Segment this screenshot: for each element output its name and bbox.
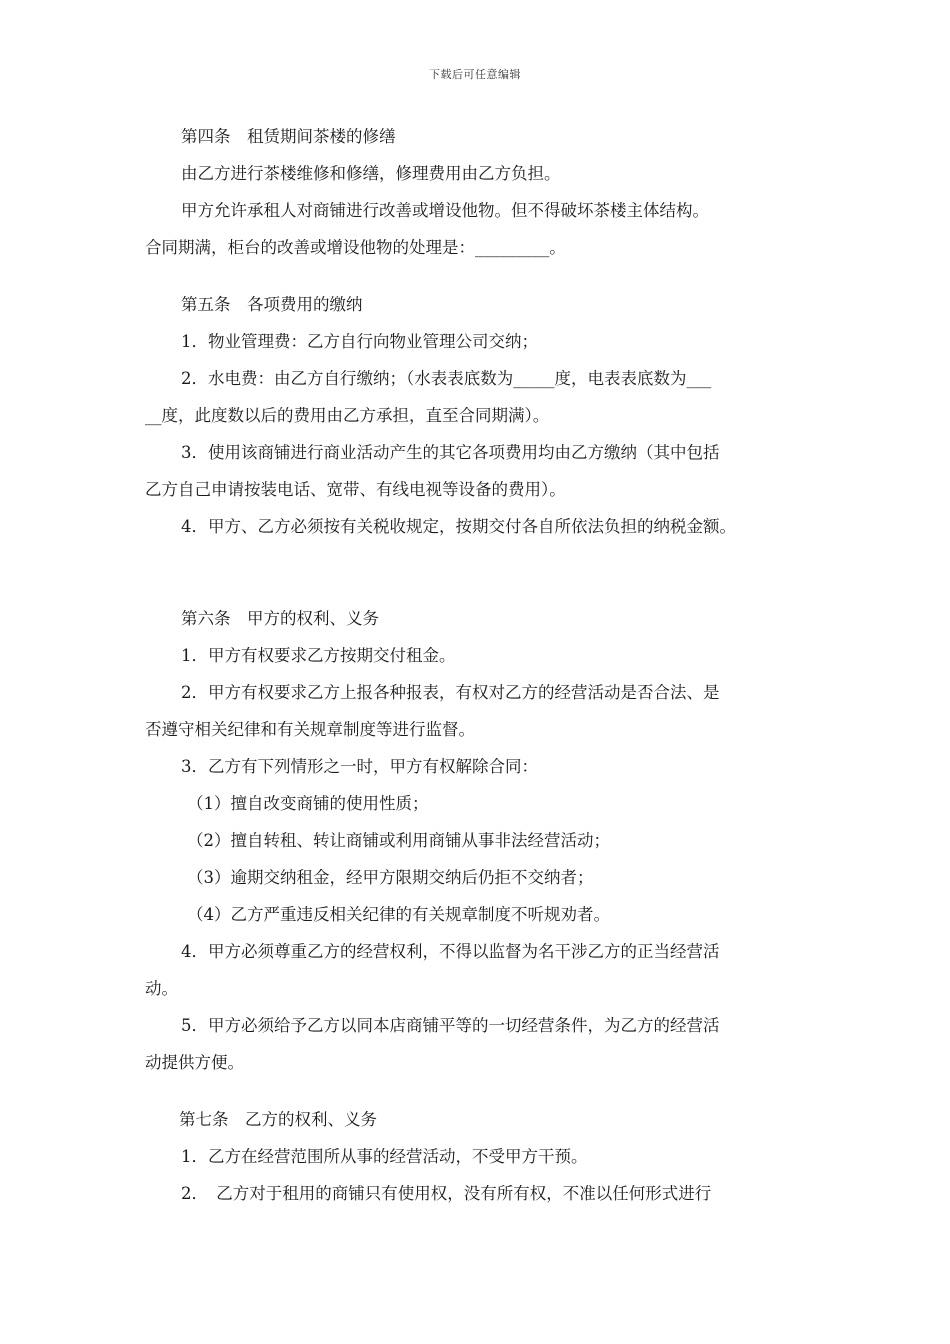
document-body — [145, 118, 825, 1212]
sub-list-item: （3）逾期交纳租金，经甲方限期交纳后仍拒不交纳者； — [187, 868, 594, 887]
list-item: 1．甲方有权要求乙方按期交付租金。 — [181, 646, 456, 665]
list-item: 5．甲方必须给予乙方以同本店商铺平等的一切经营条件，为乙方的经营活 — [181, 1016, 720, 1035]
header-note: 下载后可任意编辑 — [429, 68, 521, 81]
article-5-heading: 第五条 各项费用的缴纳 — [181, 295, 363, 314]
list-item: 3．乙方有下列情形之一时，甲方有权解除合同： — [181, 757, 538, 776]
paragraph-continuation: 合同期满，柜台的改善或增设他物的处理是：_________。 — [145, 238, 566, 257]
list-item: 2．水电费：由乙方自行缴纳；（水表表底数为_____度，电表表底数为___ — [181, 369, 712, 388]
list-item: 2．甲方有权要求乙方上报各种报表，有权对乙方的经营活动是否合法、是 — [181, 683, 720, 702]
list-item-continuation: 否遵守相关纪律和有关规章制度等进行监督。 — [145, 720, 475, 739]
list-item: 4．甲方、乙方必须按有关税收规定，按期交付各自所依法负担的纳税金额。 — [181, 517, 736, 536]
article-6-heading: 第六条 甲方的权利、义务 — [181, 609, 379, 628]
list-item: 4．甲方必须尊重乙方的经营权利，不得以监督为名干涉乙方的正当经营活 — [181, 942, 720, 961]
list-item: 3．使用该商铺进行商业活动产生的其它各项费用均由乙方缴纳（其中包括 — [181, 443, 720, 462]
paragraph: 甲方允许承租人对商铺进行改善或增设他物。但不得破坏茶楼主体结构。 — [181, 201, 709, 220]
list-item-continuation: __度，此度数以后的费用由乙方承担，直至合同期满）。 — [145, 406, 550, 425]
list-item: 2． 乙方对于租用的商铺只有使用权，没有所有权，不准以任何形式进行 — [181, 1184, 712, 1203]
list-item: 1．乙方在经营范围所从事的经营活动，不受甲方干预。 — [181, 1147, 588, 1166]
sub-list-item: （4）乙方严重违反相关纪律的有关规章制度不听规劝者。 — [187, 905, 610, 924]
article-4-heading: 第四条 租赁期间茶楼的修缮 — [181, 127, 396, 146]
sub-list-item: （1）擅自改变商铺的使用性质； — [187, 794, 429, 813]
list-item-continuation: 动。 — [145, 979, 178, 998]
article-7-heading: 第七条 乙方的权利、义务 — [179, 1110, 377, 1129]
sub-list-item: （2）擅自转租、转让商铺或利用商铺从事非法经营活动； — [187, 831, 610, 850]
list-item: 1．物业管理费：乙方自行向物业管理公司交纳； — [181, 332, 538, 351]
list-item-continuation: 动提供方便。 — [145, 1053, 244, 1072]
list-item-continuation: 乙方自己申请按装电话、宽带、有线电视等设备的费用）。 — [145, 480, 566, 499]
paragraph: 由乙方进行茶楼维修和修缮，修理费用由乙方负担。 — [181, 164, 561, 183]
